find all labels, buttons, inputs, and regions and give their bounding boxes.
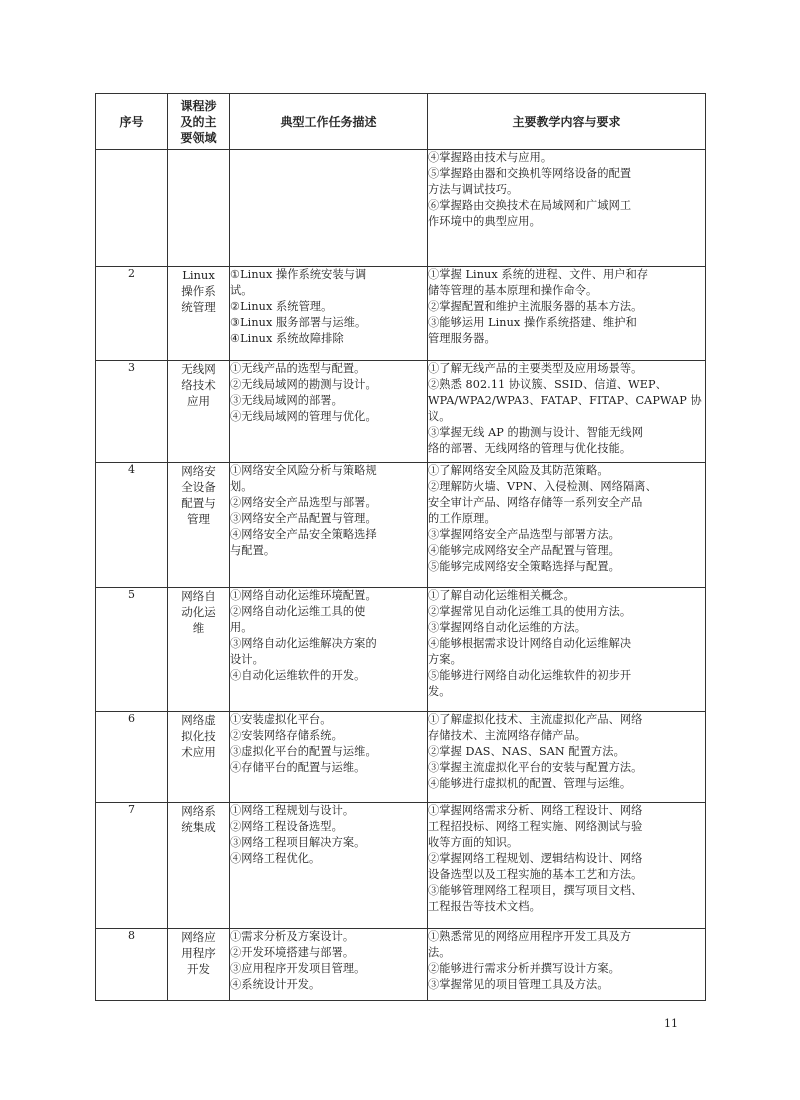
- content-line: ④能够完成网络安全产品配置与管理。: [428, 544, 620, 557]
- task-line: ④网络工程优化。: [230, 852, 321, 865]
- task-line: ①网络安全风险分析与策略规: [230, 464, 377, 477]
- content-line: ③掌握无线 AP 的勘测与设计、智能无线网: [428, 426, 644, 439]
- teaching-content: [428, 929, 706, 1001]
- content-line: ①了解无线产品的主要类型及应用场景等。: [428, 362, 643, 375]
- content-line: ①了解虚拟化技术、主流虚拟化产品、网络: [428, 713, 643, 726]
- content-line: ②掌握网络工程规划、逻辑结构设计、网络: [428, 852, 643, 865]
- table-row: [96, 712, 706, 803]
- task-line: ①网络工程规划与设计。: [230, 804, 355, 817]
- content-line: ③掌握常见的项目管理工具及方法。: [428, 978, 609, 991]
- task-description: [230, 588, 428, 712]
- table-row: [96, 463, 706, 588]
- task-line: ①安装虚拟化平台。: [230, 713, 332, 726]
- content-line: 储等管理的基本原理和操作命令。: [428, 284, 598, 297]
- content-line: ③能够运用 Linux 操作系统搭建、维护和: [428, 316, 637, 329]
- task-line: ②开发环境搭建与部署。: [230, 946, 355, 959]
- content-line: 作环境中的典型应用。: [428, 215, 541, 228]
- task-line: ④系统设计开发。: [230, 978, 321, 991]
- task-line: ②网络自动化运维工具的使: [230, 605, 366, 618]
- content-line: ④掌握路由技术与应用。: [428, 151, 553, 164]
- course-area: [168, 463, 230, 588]
- content-line: ③能够管理网络工程项目，撰写项目文档、: [428, 884, 643, 897]
- content-line: WPA/WPA2/WPA3、FATAP、FITAP、CAPWAP 协: [428, 394, 702, 407]
- content-line: 安全审计产品、网络存储等一系列安全产品: [428, 496, 643, 509]
- header-area-line: 要领域: [180, 130, 217, 145]
- task-description: [230, 267, 428, 361]
- task-line: ②无线局域网的勘测与设计。: [230, 378, 377, 391]
- content-line: ②理解防火墙、VPN、入侵检测、网络隔离、: [428, 480, 657, 493]
- header-area-line: 及的主: [180, 114, 217, 129]
- header-num: 序号: [96, 94, 168, 150]
- task-line: ③网络工程项目解决方案。: [230, 836, 366, 849]
- teaching-content: [428, 588, 706, 712]
- teaching-content: [428, 361, 706, 463]
- task-line: ③无线局域网的部署。: [230, 394, 343, 407]
- content-line: ⑤掌握路由器和交换机等网络设备的配置: [428, 167, 632, 180]
- content-line: ①了解网络安全风险及其防范策略。: [428, 464, 609, 477]
- row-number: 5: [96, 588, 168, 712]
- row-number: 3: [96, 361, 168, 463]
- course-area-line: 全设备: [181, 480, 216, 494]
- teaching-content: [428, 712, 706, 803]
- task-line: ②网络工程设备选型。: [230, 820, 343, 833]
- course-area-line: 拟化技: [181, 729, 216, 743]
- course-area: [168, 361, 230, 463]
- content-line: ③掌握网络自动化运维的方法。: [428, 621, 587, 634]
- task-line: 用。: [230, 621, 253, 634]
- content-line: ②掌握常见自动化运维工具的使用方法。: [428, 605, 632, 618]
- content-line: 存储技术、主流网络存储产品。: [428, 729, 587, 742]
- content-line: ⑤能够完成网络安全策略选择与配置。: [428, 560, 620, 573]
- row-number: 8: [96, 929, 168, 1001]
- table-row: [96, 361, 706, 463]
- content-line: ①了解自动化运维相关概念。: [428, 589, 575, 602]
- task-line: ③虚拟化平台的配置与运维。: [230, 745, 377, 758]
- course-area-line: 网络系: [181, 804, 216, 818]
- content-line: 发。: [428, 685, 451, 698]
- course-area-line: 术应用: [181, 745, 216, 759]
- course-area-line: 管理: [187, 512, 210, 526]
- task-line: ①网络自动化运维环境配置。: [230, 589, 377, 602]
- task-description: [230, 803, 428, 929]
- content-line: ⑤能够进行网络自动化运维软件的初步开: [428, 669, 632, 682]
- table-row: [96, 803, 706, 929]
- table-row: [96, 929, 706, 1001]
- content-line: ②掌握配置和维护主流服务器的基本方法。: [428, 300, 643, 313]
- task-line: ②网络安全产品选型与部署。: [230, 496, 377, 509]
- row-number: 2: [96, 267, 168, 361]
- task-description: [230, 150, 428, 267]
- content-line: 工程招投标、网络工程实施、网络测试与验: [428, 820, 643, 833]
- content-line: 的工作原理。: [428, 512, 496, 525]
- content-line: ②掌握 DAS、NAS、SAN 配置方法。: [428, 745, 625, 758]
- content-line: ①掌握 Linux 系统的进程、文件、用户和存: [428, 268, 649, 281]
- content-line: 设备选型以及工程实施的基本工艺和方法。: [428, 868, 643, 881]
- task-description: [230, 929, 428, 1001]
- course-area: [168, 712, 230, 803]
- content-line: 工程报告等技术文档。: [428, 900, 541, 913]
- curriculum-table: [95, 93, 706, 1001]
- content-line: ③掌握主流虚拟化平台的安装与配置方法。: [428, 761, 643, 774]
- content-line: ⑥掌握路由交换技术在局域网和广域网工: [428, 199, 632, 212]
- task-line: ④Linux 系统故障排除: [230, 332, 344, 345]
- content-line: ④能够进行虚拟机的配置、管理与运维。: [428, 777, 632, 790]
- course-area-line: 操作系: [181, 284, 216, 298]
- content-line: 收等方面的知识。: [428, 836, 519, 849]
- task-line: ③网络安全产品配置与管理。: [230, 512, 377, 525]
- content-line: 方案。: [428, 653, 462, 666]
- task-description: [230, 361, 428, 463]
- course-area: [168, 803, 230, 929]
- course-area-line: 应用: [187, 394, 210, 408]
- table-row: [96, 267, 706, 361]
- header-task: 典型工作任务描述: [230, 94, 428, 150]
- course-area-line: Linux: [182, 268, 215, 282]
- table-row: [96, 150, 706, 267]
- content-line: ④能够根据需求设计网络自动化运维解决: [428, 637, 632, 650]
- task-line: 设计。: [230, 653, 264, 666]
- course-area-line: 开发: [187, 962, 210, 976]
- course-area: [168, 150, 230, 267]
- course-area-line: 网络虚: [181, 713, 216, 727]
- content-line: ②能够进行需求分析并撰写设计方案。: [428, 962, 620, 975]
- table-row: [96, 588, 706, 712]
- row-number: 7: [96, 803, 168, 929]
- row-number: 6: [96, 712, 168, 803]
- content-line: 管理服务器。: [428, 332, 496, 345]
- header-area: [168, 94, 230, 150]
- task-line: ①Linux 操作系统安装与调: [230, 268, 367, 281]
- course-area: [168, 929, 230, 1001]
- course-area: [168, 267, 230, 361]
- task-line: ①需求分析及方案设计。: [230, 930, 355, 943]
- course-area-line: 配置与: [181, 496, 216, 510]
- task-line: 划。: [230, 480, 253, 493]
- task-line: ②Linux 系统管理。: [230, 300, 333, 313]
- content-line: ③掌握网络安全产品选型与部署方法。: [428, 528, 620, 541]
- task-line: ④无线局域网的管理与优化。: [230, 410, 377, 423]
- course-area-line: 动化运: [181, 605, 216, 619]
- content-line: 方法与调试技巧。: [428, 183, 519, 196]
- teaching-content: [428, 267, 706, 361]
- course-area: [168, 588, 230, 712]
- content-line: ①熟悉常见的网络应用程序开发工具及方: [428, 930, 632, 943]
- row-number: [96, 150, 168, 267]
- header-area-line: 课程涉: [180, 98, 217, 113]
- row-number: 4: [96, 463, 168, 588]
- task-line: ④存储平台的配置与运维。: [230, 761, 366, 774]
- header-row: [96, 94, 706, 150]
- task-description: [230, 463, 428, 588]
- course-area-line: 维: [192, 621, 205, 635]
- task-line: ①无线产品的选型与配置。: [230, 362, 366, 375]
- task-line: ③Linux 服务部署与运维。: [230, 316, 367, 329]
- teaching-content: [428, 463, 706, 588]
- content-line: 法。: [428, 946, 451, 959]
- task-line: ③网络自动化运维解决方案的: [230, 637, 377, 650]
- task-line: 试。: [230, 284, 253, 297]
- teaching-content: [428, 150, 706, 267]
- course-area-line: 用程序: [181, 946, 216, 960]
- course-area-line: 无线网: [181, 362, 216, 376]
- content-line: ②熟悉 802.11 协议簇、SSID、信道、WEP、: [428, 378, 667, 391]
- header-content: 主要教学内容与要求: [428, 94, 706, 150]
- course-area-line: 统管理: [181, 300, 216, 314]
- task-line: ③应用程序开发项目管理。: [230, 962, 366, 975]
- task-line: 与配置。: [230, 544, 276, 557]
- task-line: ②安装网络存储系统。: [230, 729, 343, 742]
- content-line: ①掌握网络需求分析、网络工程设计、网络: [428, 804, 643, 817]
- course-area-line: 网络安: [181, 464, 216, 478]
- content-line: 议。: [428, 410, 451, 423]
- task-description: [230, 712, 428, 803]
- teaching-content: [428, 803, 706, 929]
- content-line: 络的部署、无线网络的管理与优化技能。: [428, 442, 632, 455]
- course-area-line: 统集成: [181, 820, 216, 834]
- course-area-line: 网络自: [181, 589, 216, 603]
- page-number: 11: [664, 1017, 678, 1030]
- task-line: ④自动化运维软件的开发。: [230, 669, 366, 682]
- task-line: ④网络安全产品安全策略选择: [230, 528, 377, 541]
- course-area-line: 络技术: [181, 378, 216, 392]
- course-area-line: 网络应: [181, 930, 216, 944]
